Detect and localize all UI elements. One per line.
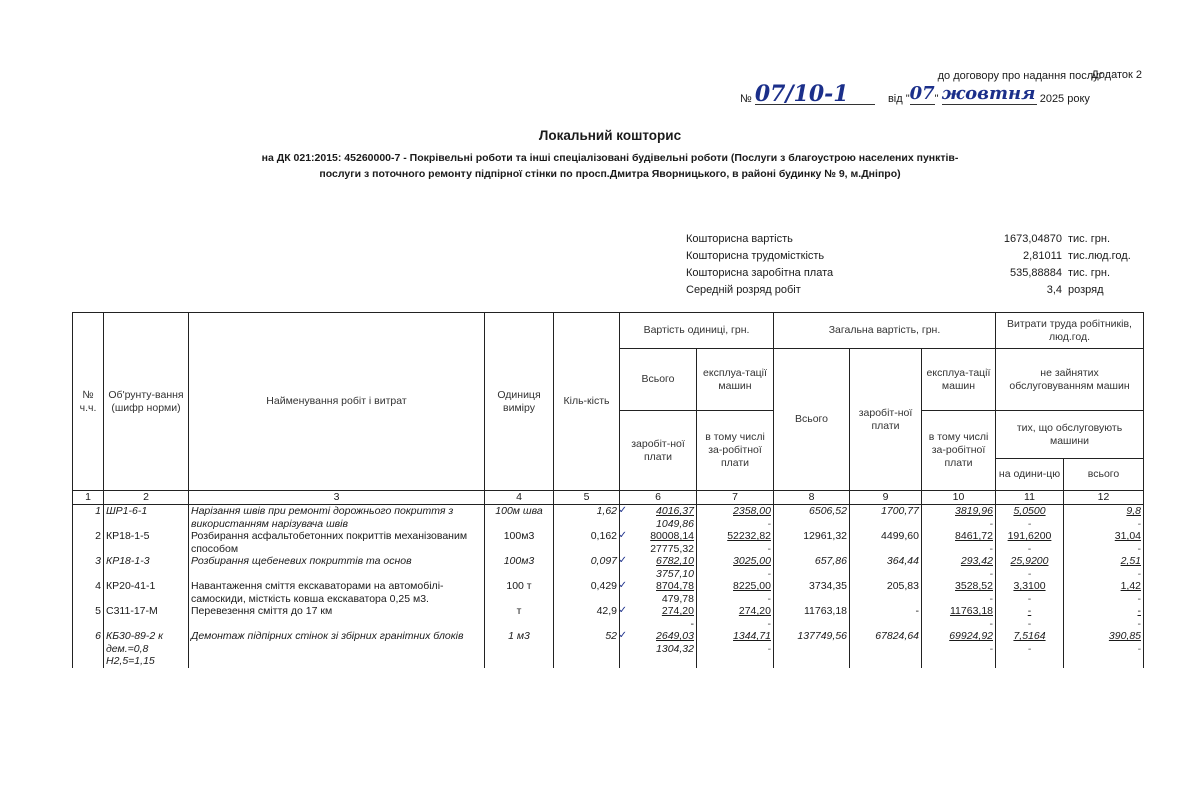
document-subtitle [150, 150, 1070, 182]
row-labor-unit-value: 25,9200 [1010, 555, 1049, 567]
date-label: від " [887, 93, 910, 105]
row-qty [554, 505, 620, 531]
contract-line: № 07/10-1 від "07" до договору про надання послуг жовтня 2025 року [740, 70, 1103, 107]
summary-row [686, 230, 1131, 247]
col-num: 12 [1064, 491, 1144, 505]
row-unit-cost [620, 580, 697, 605]
row-unit: 100м3 [485, 530, 554, 555]
row-unit-total: 8704,78 [656, 580, 694, 592]
row-total-mach-wage: - [989, 592, 993, 605]
summary-row [686, 281, 1131, 298]
row-number: 3 [73, 555, 104, 580]
header-all-labor: всього [1064, 459, 1144, 491]
row-unit-machines [697, 605, 774, 630]
row-unit-mach-wage: - [767, 517, 771, 530]
row-labor-all [1064, 630, 1144, 668]
row-unit-total: 80008,14 [650, 530, 694, 542]
column-numbers-row [73, 491, 1144, 505]
row-labor-all [1064, 505, 1144, 531]
summary-label: Кошторисна вартість [686, 232, 793, 245]
row-labor-unit [996, 530, 1064, 555]
summary-row [686, 264, 1131, 281]
row-code: КР18-1-5 [104, 530, 189, 555]
row-unit-mach: 3025,00 [733, 555, 771, 567]
summary-value: 2,81011 [1023, 249, 1062, 262]
row-labor-all-machine: - [1137, 567, 1142, 580]
summary-unit: розряд [1068, 283, 1104, 296]
date-month: жовтня [941, 83, 1036, 104]
col-num: 7 [697, 491, 774, 505]
row-unit: 100 т [485, 580, 554, 605]
row-unit-machines [697, 505, 774, 531]
table-row [73, 605, 1144, 630]
header-total-wages: заробіт-ної плати [850, 349, 922, 491]
header-total-cost: Загальна вартість, грн. [774, 313, 996, 349]
row-total-wage: 364,44 [850, 555, 922, 580]
row-labor-unit [996, 630, 1064, 668]
row-labor-all-value: 1,42 [1120, 580, 1142, 592]
contract-description: до договору про надання послуг [937, 70, 1103, 82]
row-unit-mach: 2358,00 [733, 505, 771, 517]
col-num: 3 [189, 491, 485, 505]
row-total-mach-wage: - [989, 517, 993, 530]
row-name: Демонтаж підпірних стінок зі збірних гранітних блоків [189, 630, 485, 668]
row-qty-value: 42,9 ✓ [597, 605, 617, 617]
row-total-machines [922, 605, 996, 630]
row-name: Навантаження сміття екскаваторами на автомобілі-самоскиди, місткість ковша екскаватора 0,25 м3. [189, 580, 485, 605]
summary-label: Кошторисна заробітна плата [686, 266, 834, 279]
row-unit-machines [697, 580, 774, 605]
header-incl-wages: в тому числі за-робітної плати [697, 411, 774, 491]
row-unit-total: 274,20 [661, 605, 694, 617]
row-number: 6 [73, 630, 104, 668]
row-unit-total: 6782,10 [656, 555, 694, 567]
row-unit-wage: 3757,10 [656, 567, 694, 580]
row-labor-all [1064, 580, 1144, 605]
header-total-machines: експлуа-тації машин [922, 349, 996, 411]
row-unit-wage: 27775,32 [650, 542, 694, 555]
row-name: Розбирання щебеневих покриттів та основ [189, 555, 485, 580]
row-unit-machines [697, 555, 774, 580]
row-unit: 100м шва [485, 505, 554, 531]
col-num: 8 [774, 491, 850, 505]
row-labor-unit [996, 555, 1064, 580]
row-unit-cost [620, 505, 697, 531]
row-unit-total: 2649,03 [656, 630, 694, 642]
row-total-mach-wage: - [989, 542, 993, 555]
summary-label: Кошторисна трудомісткість [686, 249, 825, 262]
row-unit-cost [620, 555, 697, 580]
row-qty-value: 0,097 ✓ [591, 555, 617, 567]
row-unit: т [485, 605, 554, 630]
row-total-mach-wage: - [989, 617, 993, 630]
row-unit-machines [697, 630, 774, 668]
row-qty-value: 0,429 ✓ [591, 580, 617, 592]
row-labor-all [1064, 530, 1144, 555]
row-qty [554, 580, 620, 605]
row-qty-value: 0,162 ✓ [591, 530, 617, 542]
row-number: 5 [73, 605, 104, 630]
row-unit-mach-wage: - [767, 642, 771, 655]
row-unit-wage: 1049,86 [656, 517, 694, 530]
row-unit-mach-wage: - [767, 592, 771, 605]
row-total: 11763,18 [774, 605, 850, 630]
col-num: 5 [554, 491, 620, 505]
row-total-mach: 3528,52 [955, 580, 993, 592]
row-labor-all-value: 31,04 [1114, 530, 1142, 542]
table-row [73, 580, 1144, 605]
subtitle-line-2: послуги з поточного ремонту підпірної стінки по просп.Дмитра Яворницького, в районі будинку № 9, м.Дніпро) [319, 168, 901, 180]
summary-table [686, 230, 1131, 298]
header-total-all: Всього [774, 349, 850, 491]
header-qty: Кіль-кість [554, 313, 620, 491]
header-machine-staff: тих, що обслуговують машини [996, 411, 1144, 459]
col-num: 11 [996, 491, 1064, 505]
col-num: 6 [620, 491, 697, 505]
row-unit-mach-wage: - [767, 567, 771, 580]
col-num: 9 [850, 491, 922, 505]
row-total: 3734,35 [774, 580, 850, 605]
row-total-wage: 205,83 [850, 580, 922, 605]
row-qty [554, 605, 620, 630]
header-not-machine: не зайнятих обслуговуванням машин [996, 349, 1144, 411]
header-machines: експлуа-тації машин [697, 349, 774, 411]
col-num: 10 [922, 491, 996, 505]
row-labor-all-value: 9,8 [1126, 505, 1142, 517]
row-unit-mach: 274,20 [738, 605, 771, 617]
row-labor-all-machine: - [1137, 592, 1142, 605]
row-total: 137749,56 [774, 630, 850, 668]
row-labor-unit-machine: - [1027, 542, 1032, 555]
row-labor-unit-machine: - [1027, 517, 1032, 530]
row-number: 4 [73, 580, 104, 605]
row-unit-wage: - [690, 617, 694, 630]
estimate-rows [73, 505, 1144, 668]
row-labor-unit-value: - [1027, 605, 1032, 617]
row-code: С311-17-М [104, 605, 189, 630]
row-labor-unit-value: 7,5164 [1013, 630, 1046, 642]
header-per-unit: на одини-цю [996, 459, 1064, 491]
row-total-mach: 8461,72 [955, 530, 993, 542]
row-labor-unit-machine: - [1027, 567, 1032, 580]
header-no: № ч.ч. [73, 313, 104, 491]
row-code: КР18-1-3 [104, 555, 189, 580]
row-name: Розбирання асфальтобетонних покриттів механізованим способом [189, 530, 485, 555]
row-qty-value: 1,62 ✓ [597, 505, 617, 517]
row-unit-cost [620, 530, 697, 555]
row-labor-unit [996, 505, 1064, 531]
row-total-machines [922, 580, 996, 605]
header-all: Всього [620, 349, 697, 411]
row-total-machines [922, 555, 996, 580]
row-labor-unit [996, 605, 1064, 630]
header-name: Найменування робіт і витрат [189, 313, 485, 491]
header-unit: Одиниця виміру [485, 313, 554, 491]
col-num: 4 [485, 491, 554, 505]
row-labor-unit-machine: - [1027, 642, 1032, 655]
row-qty [554, 555, 620, 580]
row-qty [554, 530, 620, 555]
row-labor-unit-value: 5,0500 [1013, 505, 1046, 517]
row-labor-unit [996, 580, 1064, 605]
row-labor-all-machine: - [1137, 617, 1142, 630]
summary-unit: тис. грн. [1068, 266, 1111, 279]
row-number: 2 [73, 530, 104, 555]
row-total-machines [922, 530, 996, 555]
row-total-machines [922, 630, 996, 668]
row-number: 1 [73, 505, 104, 531]
table-row [73, 530, 1144, 555]
row-unit-mach: 8225,00 [733, 580, 771, 592]
subtitle-line-1: на ДК 021:2015: 45260000-7 - Покрівельні роботи та інші спеціалізовані будівельні роботи (Послуги з благоустрою населених пунктів- [261, 152, 959, 164]
summary-value: 535,88884 [1010, 266, 1062, 279]
row-labor-unit-machine: - [1027, 617, 1032, 630]
row-unit-mach-wage: - [767, 617, 771, 630]
row-unit-wage: 479,78 [661, 592, 694, 605]
row-code: ШР1-6-1 [104, 505, 189, 531]
row-total-mach: 69924,92 [949, 630, 993, 642]
row-labor-all [1064, 555, 1144, 580]
row-total-mach-wage: - [989, 642, 993, 655]
row-unit-mach-wage: - [767, 542, 771, 555]
number-label: № [740, 93, 752, 105]
table-row [73, 555, 1144, 580]
row-labor-all-machine: - [1137, 642, 1142, 655]
header-unit-cost: Вартість одиниці, грн. [620, 313, 774, 349]
row-labor-all [1064, 605, 1144, 630]
row-code: КР20-41-1 [104, 580, 189, 605]
header-wages: заробіт-ної плати [620, 411, 697, 491]
row-total-mach-wage: - [989, 567, 993, 580]
summary-value: 1673,04870 [1003, 232, 1062, 245]
row-total-mach: 293,42 [960, 555, 993, 567]
row-qty [554, 630, 620, 668]
row-name: Нарізання швів при ремонті дорожнього покриття з використанням нарізувача швів [189, 505, 485, 531]
summary-label: Середній розряд робіт [686, 283, 801, 296]
row-labor-unit-value: 3,3100 [1013, 580, 1046, 592]
row-labor-all-value: 390,85 [1108, 630, 1142, 642]
row-unit-mach: 52232,82 [727, 530, 771, 542]
row-qty-value: 52 ✓ [605, 630, 617, 642]
document-title: Локальний кошторис [538, 128, 682, 143]
header-basis: Об'рунту-вання (шифр норми) [104, 313, 189, 491]
header-labor: Витрати труда робітників, люд.год. [996, 313, 1144, 349]
row-total-mach: 3819,96 [955, 505, 993, 517]
table-row [73, 630, 1144, 668]
row-unit: 100м3 [485, 555, 554, 580]
row-unit-wage: 1304,32 [656, 642, 694, 655]
row-labor-unit-value: 191,6200 [1007, 530, 1052, 542]
table-row [73, 505, 1144, 531]
estimate-table [72, 312, 1144, 668]
summary-value: 3,4 [1046, 283, 1062, 296]
row-name: Перевезення сміття до 17 км [189, 605, 485, 630]
row-unit-mach: 1344,71 [733, 630, 771, 642]
col-num: 1 [73, 491, 104, 505]
row-total-wage: - [850, 605, 922, 630]
row-labor-unit-machine: - [1027, 592, 1032, 605]
row-labor-all-value: 2,51 [1120, 555, 1142, 567]
row-total-wage: 1700,77 [850, 505, 922, 531]
summary-unit: тис.люд.год. [1068, 249, 1131, 262]
row-total-machines [922, 505, 996, 531]
summary-row [686, 247, 1131, 264]
date-day: 07 [909, 83, 935, 104]
row-unit-cost [620, 605, 697, 630]
row-total-mach: 11763,18 [949, 605, 993, 617]
row-labor-all-machine: - [1137, 517, 1142, 530]
row-labor-all-machine: - [1137, 542, 1142, 555]
year-text: 2025 року [1039, 93, 1090, 105]
contract-number: 07/10-1 [755, 84, 875, 105]
row-total-wage: 67824,64 [850, 630, 922, 668]
header-total-incl: в тому числі за-робітної плати [922, 411, 996, 491]
row-unit: 1 м3 [485, 630, 554, 668]
row-total: 12961,32 [774, 530, 850, 555]
row-code: КБ30-89-2 к дем.=0,8 Н2,5=1,15 [104, 630, 189, 668]
row-unit-total: 4016,37 [656, 505, 694, 517]
summary-unit: тис. грн. [1068, 232, 1111, 245]
row-labor-all-value: - [1137, 605, 1142, 617]
appendix-title: Додаток 2 [1091, 69, 1142, 81]
row-total: 657,86 [774, 555, 850, 580]
row-unit-cost [620, 630, 697, 668]
col-num: 2 [104, 491, 189, 505]
row-total-wage: 4499,60 [850, 530, 922, 555]
row-unit-machines [697, 530, 774, 555]
row-total: 6506,52 [774, 505, 850, 531]
